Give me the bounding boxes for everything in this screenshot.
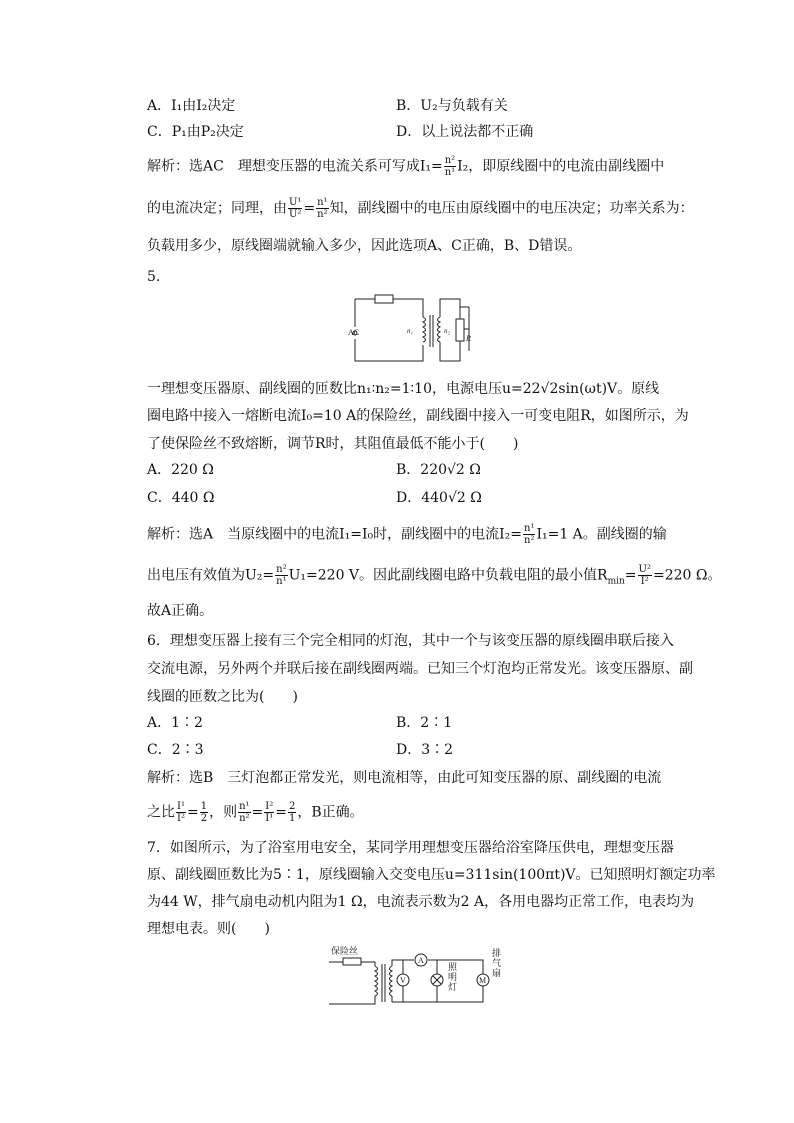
q5-number: 5. bbox=[147, 269, 161, 285]
q4-answer-line-1: 解析：选AC 理想变压器的电流关系可写成I₁= $\frac{\text{n²}}{\text{n¹}}$ I₂，即原线圈中的电流由副线圈中 bbox=[147, 155, 665, 178]
fig-label-lamp: 照明灯 bbox=[448, 962, 458, 992]
q4-option-b: B．U₂与负载有关 bbox=[396, 98, 508, 114]
q4-answer-line-2: 的电流决定；同理，由 $\frac{\text{U¹}}{\text{U²}}$ = $\frac{\text{n¹}}{\text{n²}}$ 知，副线圈中的电压由原线圈中的电压决定；功率关系为： bbox=[147, 197, 694, 220]
q6-question-line-1: 6．理想变压器上接有三个完全相同的灯泡，其中一个与该变压器的原线圈串联后接入 bbox=[147, 633, 674, 649]
q4-answer-line-3: 负载用多少，原线圈端就输入多少，因此选项A、C正确，B、D错误。 bbox=[147, 238, 582, 254]
fraction: $\frac{\text{n¹}}{\text{n²}}$ bbox=[239, 801, 250, 824]
q7-circuit-figure bbox=[323, 944, 503, 1010]
q5-option-a: A．220 Ω bbox=[147, 462, 214, 478]
fig-label-ac: AC bbox=[348, 328, 360, 337]
q4-option-d: D．以上说法都不正确 bbox=[396, 124, 534, 140]
fraction: $\frac{2}{1}$ bbox=[288, 801, 296, 824]
fraction: $\frac{\text{n²}}{\text{n¹}}$ bbox=[276, 564, 287, 587]
fraction: $\frac{\text{n²}}{\text{n¹}}$ bbox=[444, 155, 456, 178]
q5-circuit-figure bbox=[345, 289, 485, 371]
fraction: $\frac{\text{n¹}}{\text{n²}}$ bbox=[317, 197, 328, 220]
q5-option-d: D．440√2 Ω bbox=[396, 490, 482, 506]
q4-option-a: A．I₁由I₂决定 bbox=[147, 98, 236, 114]
fig-label-n2: n₂ bbox=[444, 327, 450, 335]
q6-option-d: D．3∶2 bbox=[396, 742, 454, 758]
q5-answer-line-1: 解析：选A 当原线圈中的电流I₁=I₀时，副线圈中的电流I₂= $\frac{\text{n¹}}{\text{n²}}$ I₁=1 A。副线圈的输 bbox=[147, 523, 667, 546]
fraction: $\frac{1}{2}$ bbox=[200, 801, 208, 824]
fraction: $\frac{\text{U¹}}{\text{U²}}$ bbox=[289, 197, 302, 220]
q6-answer-line-1: 解析：选B 三灯泡都正常发光，则电流相等，由此可知变压器的原、副线圈的电流 bbox=[147, 770, 662, 786]
fig-label-r: R bbox=[466, 334, 471, 343]
fraction: $\frac{\text{I¹}}{\text{I²}}$ bbox=[177, 801, 185, 824]
q7-question-line-1: 7．如图所示，为了浴室用电安全，某同学用理想变压器给浴室降压供电，理想变压器 bbox=[147, 840, 674, 856]
fraction: $\frac{\text{U²}}{\text{I²}}$ bbox=[638, 564, 651, 587]
fig-label-motor: M bbox=[479, 976, 487, 985]
q5-question-line-2: 圈电路中接入一熔断电流I₀=10 A的保险丝，副线圈中接入一可变电阻R，如图所示，为 bbox=[147, 408, 689, 424]
fig-label-n1: n₁ bbox=[407, 327, 413, 335]
q6-answer-line-2: 之比 $\frac{\text{I¹}}{\text{I²}}$ = $\frac{1}{2}$ ，则 $\frac{\text{n¹}}{\text{n²}}$ = $\frac{\text{I²}}{\text{I¹}}$ = $\frac{2}{1}$ ，B正确。 bbox=[147, 801, 364, 824]
fig-label-ammeter: A bbox=[418, 956, 424, 965]
fig-label-voltmeter: V bbox=[400, 976, 406, 985]
q6-question-line-2: 交流电源，另外两个并联后接在副线圈两端。已知三个灯泡均正常发光。该变压器原、副 bbox=[147, 661, 693, 677]
fraction: $\frac{\text{I²}}{\text{I¹}}$ bbox=[265, 801, 274, 824]
q7-question-line-3: 为44 W，排气扇电动机内阻为1 Ω，电流表示数为2 A，各用电器均正常工作，电表均为 bbox=[147, 894, 695, 910]
q5-answer-line-3: 故A正确。 bbox=[147, 603, 214, 619]
q7-question-line-2: 原、副线圈匝数比为5∶1，原线圈输入交变电压u=311sin(100πt)V。已知照明灯额定功率 bbox=[147, 867, 716, 883]
q5-question-line-1: 一理想变压器原、副线圈的匝数比n₁∶n₂=1∶10，电源电压u=22√2sin(ωt)V。原线 bbox=[147, 381, 660, 397]
q6-option-b: B．2∶1 bbox=[396, 715, 453, 731]
q5-option-b: B．220√2 Ω bbox=[396, 462, 481, 478]
fraction: $\frac{\text{n¹}}{\text{n²}}$ bbox=[524, 523, 535, 546]
q4-option-c: C．P₁由P₂决定 bbox=[147, 124, 244, 140]
q6-option-c: C．2∶3 bbox=[147, 742, 204, 758]
fig-label-fuse: 保险丝 bbox=[331, 946, 359, 956]
q5-answer-line-2: 出电压有效值为U₂= $\frac{\text{n²}}{\text{n¹}}$ U₁=220 V。因此副线圈电路中负载电阻的最小值$R_{min}=$ $\frac{\text{U²}}{\text{I²}}$ =220 Ω。 bbox=[147, 564, 722, 587]
q5-option-c: C．440 Ω bbox=[147, 490, 215, 506]
q5-question-line-3: 了使保险丝不致熔断，调节R时，其阻值最低不能小于( ) bbox=[147, 436, 519, 452]
q6-question-line-3: 线圈的匝数之比为( ) bbox=[147, 689, 298, 705]
q6-option-a: A．1∶2 bbox=[147, 715, 203, 731]
q7-question-line-4: 理想电表。则( ) bbox=[147, 921, 270, 937]
fig-label-fan: 排气扇 bbox=[492, 948, 502, 978]
